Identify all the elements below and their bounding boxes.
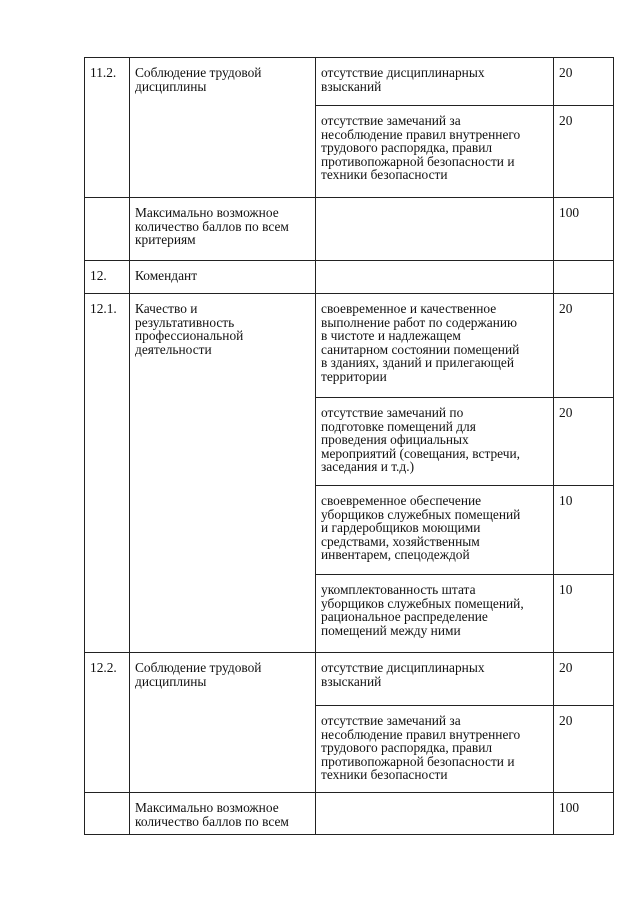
empty-cell: [316, 793, 554, 835]
section-number: 12.1.: [85, 294, 130, 653]
table-row-total: [85, 198, 614, 261]
section-number: 12.: [85, 261, 130, 294]
section-number: 11.2.: [85, 58, 130, 198]
table-row-position: [85, 261, 614, 294]
indicator-points: 20: [554, 398, 614, 486]
empty-cell: [316, 261, 554, 294]
indicator-text: отсутствие замечаний за несоблюдение правил внутреннего трудового распорядка, правил противопожарной безопасности и техники безопасности: [316, 706, 554, 793]
empty-cell: [316, 198, 554, 261]
table-row-total: [85, 793, 614, 835]
criteria-table: [84, 57, 614, 835]
total-label: Максимально возможное количество баллов по всем критериям: [130, 198, 316, 261]
indicator-points: 20: [554, 706, 614, 793]
indicator-points: 20: [554, 653, 614, 706]
indicator-text: отсутствие дисциплинарных взысканий: [316, 58, 554, 106]
indicator-text: отсутствие дисциплинарных взысканий: [316, 653, 554, 706]
indicator-text: своевременное обеспечение уборщиков служебных помещений и гардеробщиков моющими средствами, хозяйственным инвентарем, спецодеждой: [316, 486, 554, 575]
total-points: 100: [554, 198, 614, 261]
table-row: [85, 294, 614, 398]
indicator-points: 20: [554, 58, 614, 106]
indicator-points: 10: [554, 575, 614, 653]
empty-cell: [85, 793, 130, 835]
indicator-points: 20: [554, 106, 614, 198]
indicator-points: 20: [554, 294, 614, 398]
criterion-name: Качество и результативность профессиональной деятельности: [130, 294, 316, 653]
indicator-text: укомплектованность штата уборщиков служебных помещений, рациональное распределение помещений между ними: [316, 575, 554, 653]
empty-cell: [554, 261, 614, 294]
section-number: 12.2.: [85, 653, 130, 793]
empty-cell: [85, 198, 130, 261]
total-points: 100: [554, 793, 614, 835]
position-title: Комендант: [130, 261, 316, 294]
table-row: [85, 58, 614, 106]
indicator-text: отсутствие замечаний по подготовке помещений для проведения официальных мероприятий (совещания, встречи, заседания и т.д.): [316, 398, 554, 486]
indicator-text: отсутствие замечаний за несоблюдение правил внутреннего трудового распорядка, правил противопожарной безопасности и техники безопасности: [316, 106, 554, 198]
criterion-name: Соблюдение трудовой дисциплины: [130, 653, 316, 793]
indicator-text: своевременное и качественное выполнение работ по содержанию в чистоте и надлежащем санитарном состоянии помещений в зданиях, зданий и прилегающей территории: [316, 294, 554, 398]
criterion-name: Соблюдение трудовой дисциплины: [130, 58, 316, 198]
total-label: Максимально возможное количество баллов по всем: [130, 793, 316, 835]
indicator-points: 10: [554, 486, 614, 575]
table-row: [85, 653, 614, 706]
